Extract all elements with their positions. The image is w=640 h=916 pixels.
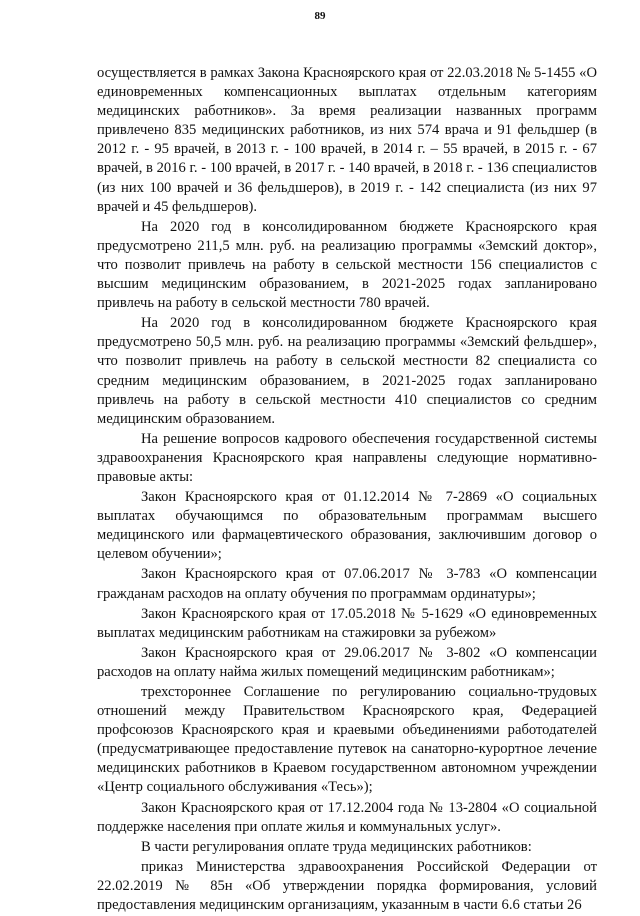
paragraph-zemsky-doctor: На 2020 год в консолидированном бюджете Красноярского края предусмотрено 211,5 млн. руб. на реализацию программы «Земский доктор», что позволит привлечь на работу в сельской местности 156 специалистов с высшим медицинским образованием, в 2021-2025 годах запланировано привлечь на работу в сельской местности 780 врачей.	[97, 218, 597, 312]
paragraph-zemsky-feldsher: На 2020 год в консолидированном бюджете Красноярского края предусмотрено 50,5 млн. руб. на реализацию программы «Земский фельдшер», что позволит привлечь на работу в сельской местности 82 специалиста со средним медицинским образованием, в 2021-2025 годах запланировано привлечь на работу в сельской местности 410 специалистов со средним медицинским образованием.	[97, 315, 597, 427]
paragraph-order-85n: приказ Министерства здравоохранения Российской Федерации от 22.02.2019 № 85н «Об утверждении порядка формирования, условий предоставления медицинским организациям, указанным в части 6.6 статьи 26	[97, 858, 597, 914]
paragraph-wage-regulation: В части регулирования оплате труда медицинских работников:	[141, 838, 532, 855]
paragraph-law-5-1629: Закон Красноярского края от 17.05.2018 № 5-1629 «О единовременных выплатах медицинским работникам на стажировки за рубежом»	[97, 605, 597, 641]
paragraph-law-7-2869: Закон Красноярского края от 01.12.2014 № 7-2869 «О социальных выплатах обучающимся по образовательным программам высшего медицинского или фармацевтического образования, заключившим договор о целевом обучении»;	[97, 489, 597, 563]
page-number: 89	[314, 10, 326, 22]
paragraph-tripartite-agreement: трехстороннее Соглашение по регулированию социально-трудовых отношений между Правительством Красноярского края, Федерацией профсоюзов Красноярского края и краевыми объединениями работодателей (предусматривающее предоставление путевок на санаторно-курортное лечение медицинских работников в Краевом государственном автономном учреждении «Центр социального обслуживания «Тесь»);	[97, 684, 597, 796]
paragraph-law-13-2804: Закон Красноярского края от 17.12.2004 года № 13-2804 «О социальной поддержке населения при оплате жилья и коммунальных услуг».	[97, 799, 597, 835]
paragraph-law-3-783: Закон Красноярского края от 07.06.2017 № 3-783 «О компенсации гражданам расходов на оплату обучения по программам ординатуры»;	[97, 566, 597, 602]
document-body	[97, 64, 597, 916]
paragraph-legal-acts-intro: На решение вопросов кадрового обеспечения государственной системы здравоохранения Красноярского края направлены следующие нормативно-правовые акты:	[97, 430, 597, 485]
paragraph-law-3-802: Закон Красноярского края от 29.06.2017 № 3-802 «О компенсации расходов на оплату найма жилых помещений медицинским работникам»;	[97, 644, 597, 680]
paragraph-program-results: осуществляется в рамках Закона Красноярского края от 22.03.2018 № 5-1455 «О единовременных компенсационных выплатах отдельным категориям медицинских работников». За время реализации названных программ привлечено 835 медицинских работников, из них 574 врача и 91 фельдшер (в 2012 г. - 95 врачей, в 2013 г. - 100 врачей, в 2014 г. – 55 врачей, в 2015 г. - 67 врачей, в 2016 г. - 100 врачей, в 2017 г. - 140 врачей, в 2018 г. - 136 специалистов (из них 100 врачей и 36 фельдшеров), в 2019 г. - 142 специалиста (из них 97 врачей и 45 фельдшеров).	[97, 65, 597, 215]
